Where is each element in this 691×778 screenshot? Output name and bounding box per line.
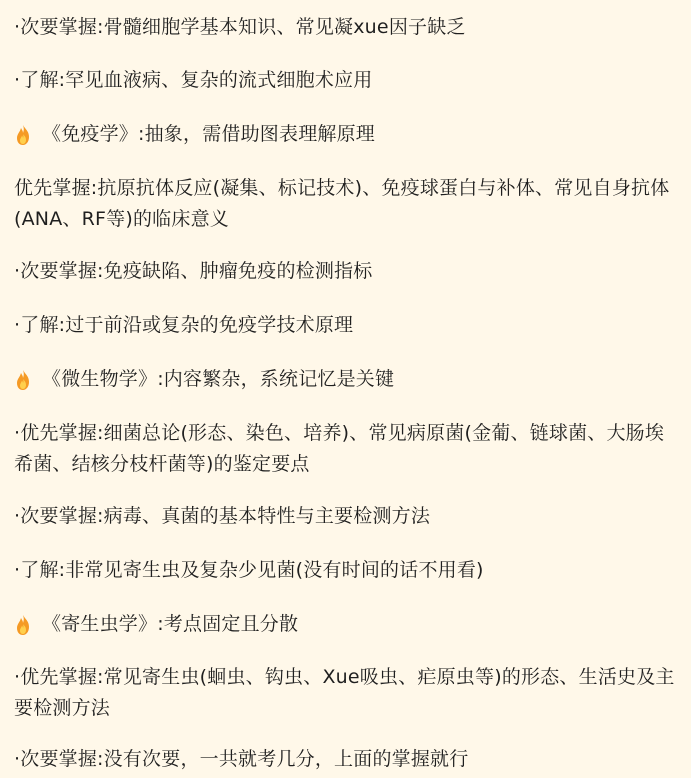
text-paragraph: 优先掌握:抗原抗体反应(凝集、标记技术)、免疫球蛋白与补体、常见自身抗体(ANA、RF等)的临床意义 <box>14 177 670 230</box>
text-line: ·了解:罕见血液病、复杂的流式细胞术应用 <box>14 69 373 91</box>
text-paragraph: ·优先掌握:细菌总论(形态、染色、培养)、常见病原菌(金葡、链球菌、大肠埃希菌、结核分枝杆菌等)的鉴定要点 <box>14 422 665 475</box>
section-heading <box>14 364 676 395</box>
text-line: ·次要掌握:没有次要，一共就考几分，上面的掌握就行 <box>14 748 469 770</box>
fire-icon <box>14 369 32 391</box>
section-heading-text: 《免疫学》:抽象，需借助图表理解原理 <box>42 123 376 145</box>
fire-icon <box>14 124 32 146</box>
section-heading <box>14 609 676 640</box>
section-heading <box>14 119 676 150</box>
text-paragraph: ·优先掌握:常见寄生虫(蛔虫、钩虫、Xue吸虫、疟原虫等)的形态、生活史及主要检测方法 <box>14 666 675 719</box>
text-line: ·次要掌握:免疫缺陷、肿瘤免疫的检测指标 <box>14 260 373 282</box>
fire-icon <box>14 614 32 636</box>
text-line: ·次要掌握:病毒、真菌的基本特性与主要检测方法 <box>14 505 431 527</box>
section-heading-text: 《寄生虫学》:考点固定且分散 <box>42 613 299 635</box>
text-line: ·次要掌握:骨髓细胞学基本知识、常见凝xue因子缺乏 <box>14 16 466 38</box>
text-line: ·了解:非常见寄生虫及复杂少见菌(没有时间的话不用看) <box>14 559 484 581</box>
section-heading-text: 《微生物学》:内容繁杂，系统记忆是关键 <box>42 368 395 390</box>
text-line: ·了解:过于前沿或复杂的免疫学技术原理 <box>14 314 354 336</box>
